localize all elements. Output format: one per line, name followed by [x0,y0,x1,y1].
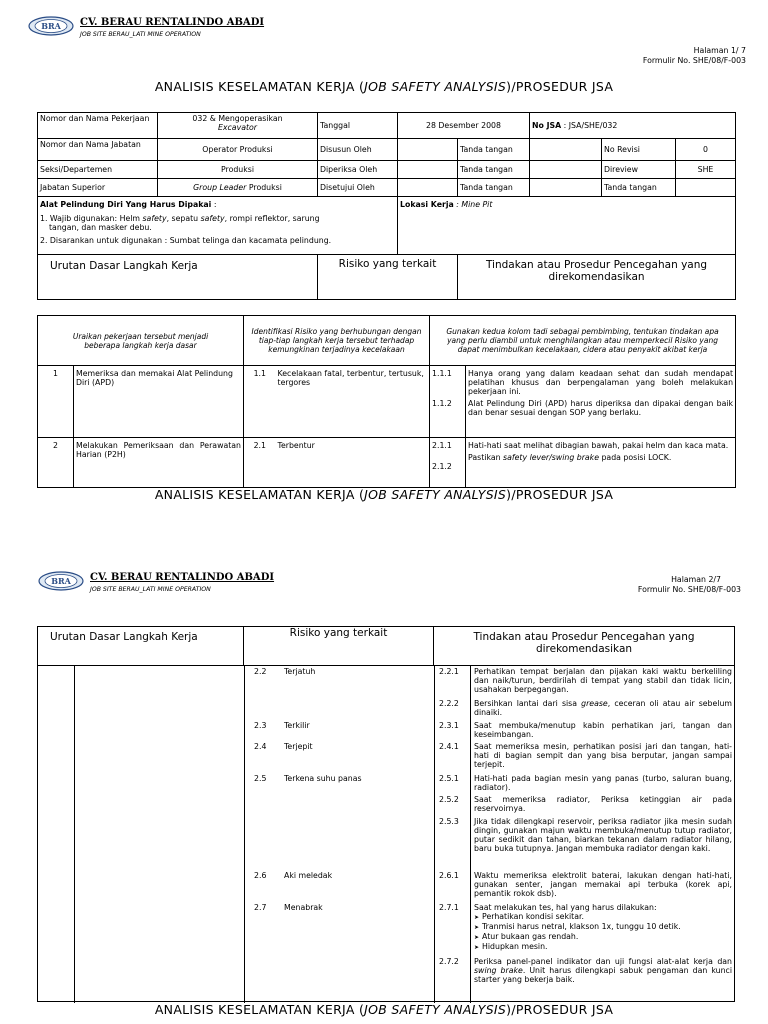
svg-text:BRA: BRA [41,21,61,31]
value-tanggal: 28 Desember 2008 [398,113,530,139]
header-tindakan: Tindakan atau Prosedur Pencegahan yang direkomendasikan [458,255,736,300]
page-number [643,46,746,66]
p2-col-line-3 [434,665,435,1003]
job-site: JOB SITE BERAU_LATI MINE OPERATION [80,31,201,38]
page-number-2: Halaman 2/7 Formulir No. SHE/08/F-003 [637,575,741,594]
bullet-item: ➤ Atur bukaan gas rendah. [474,932,732,942]
action-texts: Hanya orang yang dalam keadaan sehat dan sudah mendapat pelatihan khusus dan berpengalaman yang boleh melakukan pekerjaan ini. Alat Pelindung Diri (APD) harus diperiksa dan dipakai dengan baik dan benar sesuai dengan SOP yang berlaku. [466,366,736,438]
label-jabatan-superior: Jabatan Superior [38,179,158,197]
p2-header-tindakan: Tindakan atau Prosedur Pencegahan yang direkomendasikan [473,631,695,655]
halaman: Halaman 1/ 7 [693,46,746,55]
label-nomor-nama-pekerjaan: Nomor dan Nama Pekerjaan [38,113,158,139]
label-disusun: Disusun Oleh [318,139,398,161]
job-site-2: JOB SITE BERAU_LATI MINE OPERATION [90,586,211,593]
value-no-revisi: 0 [676,139,736,161]
label-disetujui: Disetujui Oleh [318,179,398,197]
p2-header-divider [38,665,734,666]
no-jsa: No JSA : JSA/SHE/032 [530,113,736,139]
p2-col-line-1 [74,665,75,1003]
label-tanda-tangan-3: Tanda tangan [458,179,530,197]
p2-col-line-2 [244,665,245,1003]
value-direview: SHE [676,161,736,179]
p2-header-risiko: Risiko yang terkait [244,627,434,665]
guide-col3: Gunakan kedua kolom tadi sebagai pembimbing, tentukan tindakan apa yang perlu diambil untuk menghilangkan atau memperkecil Risiko yang dapat menimbulkan kecelakaan, cidera atau penyakit akibat kerja [430,316,736,366]
bullet-item: ➤ Perhatikan kondisi sekitar. [474,912,732,922]
svg-text:BRA: BRA [51,576,71,586]
value-jabatan: Operator Produksi [158,139,318,161]
step-text: Memeriksa dan memakai Alat Pelindung Diri (APD) [74,366,244,438]
value-jabatan-superior: Group Leader Produksi [158,179,318,197]
company-logo [28,16,74,36]
value-tanda-tangan-1 [530,139,602,161]
company-name: CV. BERAU RENTALINDO ABADI [80,17,265,28]
label-tanda-tangan-4: Tanda tangan [602,179,676,197]
risk-text: Terbentur [276,438,430,488]
footer-title-1: ANALISIS KESELAMATAN KERJA (JOB SAFETY ANALYSIS)/PROSEDUR JSA [154,487,614,502]
label-no-revisi: No Revisi [602,139,676,161]
label-diperiksa: Diperiksa Oleh [318,161,398,179]
p2-header-urutan: Urutan Dasar Langkah Kerja [38,627,244,665]
risk-number: 1.1 [244,366,276,438]
info-table [37,112,736,300]
apd-cell: Alat Pelindung Diri Yang Harus Dipakai : 1. Wajib digunakan: Helm safety, sepatu safety, rompi reflektor, sarung tangan, dan masker debu. 2. Disarankan untuk digunakan : Sumbat telinga dan kacamata pelindung. [38,197,398,255]
value-diperiksa [398,161,458,179]
header-urutan: Urutan Dasar Langkah Kerja [38,255,318,300]
action-numbers: 2.1.1 2.1.2 [430,438,466,488]
page2-table: Urutan Dasar Langkah Kerja Risiko yang terkait Tindakan atau Prosedur Pencegahan yang direkomendasikan 2.2 Terjatuh 2.3 Terkilir 2.4 Terjepit 2.5 Terkena suhu panas 2.6 Aki meledak 2.7 Menabrak 2.2.1 2.2.2 2.3.1 2.4.1 2.5.1 2.5.2 2.5.3 2.6.1 2.7.1 2.7.2 Perhatikan tempat berjalan dan pijakan kaki waktu berkeliling dan naik/turun, berdirilah di tempat yang stabil dan tidak licin, usahakan berpegangan. Bersihkan lantai dari sisa grease, ceceran oli atau air sebelum dinaiki. Saat membuka/menutup kabin perhatikan jari, tangan dan keseimbangan. Saat memeriksa mesin, perhatikan posisi jari dan tangan, hati-hati di bagian sempit dan yang bisa berputar, jangan sampai terjepit. Hati-hati pada bagian mesin yang panas (turbo, saluran buang, radiator). Saat memeriksa radiator, Periksa ketinggian air pada reservoirnya. Jika tidak dilengkapi reservoir, periksa radiator jika mesin sudah dingin, gunakan majun waktu membuka/menutup tutup radiator, putar sedikit dan tahan, biarkan tekanan dalam radiator hilang, baru buka tutupnya. Jangan membuka radiator dengan kaki. Waktu memeriksa elektrolit baterai, lakukan dengan hati-hati, gunakan senter, jangan memakai api terbuka (korek api, pemantik rokok dsb). Saat melakukan tes, hal yang harus dilakukan: ➤ Perhatikan kondisi sekitar. ➤ Tranmisi harus netral, klakson 1x, tunggu 10 detik. ➤ Atur bukaan gas rendah. ➤ Hidupkan mesin. Periksa panel-panel indikator dan uji fungsi alat-alat kerja dan swing brake. Unit harus dilengkapi sabuk pengaman dan kunci starter yang bekerja baik. [37,626,735,1002]
bullet-item: ➤ Tranmisi harus netral, klakson 1x, tunggu 10 detik. [474,922,732,932]
step-number: 1 [38,366,74,438]
value-disusun [398,139,458,161]
label-nomor-nama-jabatan: Nomor dan Nama Jabatan [38,139,158,161]
formulir-number: Formulir No. SHE/08/F-003 [642,56,746,65]
label-direview: Direview [602,161,676,179]
value-disetujui [398,179,458,197]
label-seksi: Seksi/Departemen [38,161,158,179]
bullet-item: ➤ Hidupkan mesin. [474,942,732,952]
lokasi-kerja: Lokasi Kerja : Mine Pit [398,197,736,255]
footer-title-2: ANALISIS KESELAMATAN KERJA (JOB SAFETY ANALYSIS)/PROSEDUR JSA [154,1002,614,1017]
company-name-2: CV. BERAU RENTALINDO ABADI [90,572,275,583]
steps-table [37,315,736,488]
value-tanda-tangan-2 [530,161,602,179]
step-number: 2 [38,438,74,488]
label-tanda-tangan-2: Tanda tangan [458,161,530,179]
label-tanggal: Tanggal [318,113,398,139]
guide-col1: Uraikan pekerjaan tersebut menjadi beberapa langkah kerja dasar [38,316,244,366]
step-text: Melakukan Pemeriksaan dan Perawatan Harian (P2H) [74,438,244,488]
risk-number: 2.1 [244,438,276,488]
action-numbers: 1.1.1 1.1.2 [430,366,466,438]
document-title: ANALISIS KESELAMATAN KERJA (JOB SAFETY ANALYSIS)/PROSEDUR JSA [154,79,614,94]
action-texts: Hati-hati saat melihat dibagian bawah, pakai helm dan kaca mata. Pastikan safety lever/swing brake pada posisi LOCK. [466,438,736,488]
value-seksi: Produksi [158,161,318,179]
value-tanda-tangan-4 [676,179,736,197]
label-tanda-tangan-1: Tanda tangan [458,139,530,161]
value-pekerjaan: 032 & Mengoperasikan Excavator [158,113,318,139]
company-logo-2 [38,571,84,591]
header-risiko: Risiko yang terkait [318,255,458,300]
value-tanda-tangan-3 [530,179,602,197]
risk-text: Kecelakaan fatal, terbentur, tertusuk, tergores [276,366,430,438]
guide-col2: Identifikasi Risiko yang berhubungan dengan tiap-tiap langkah kerja tersebut terhadap kemungkinan terjadinya kecelakaan [244,316,430,366]
p2-col-line-4 [470,665,471,1003]
